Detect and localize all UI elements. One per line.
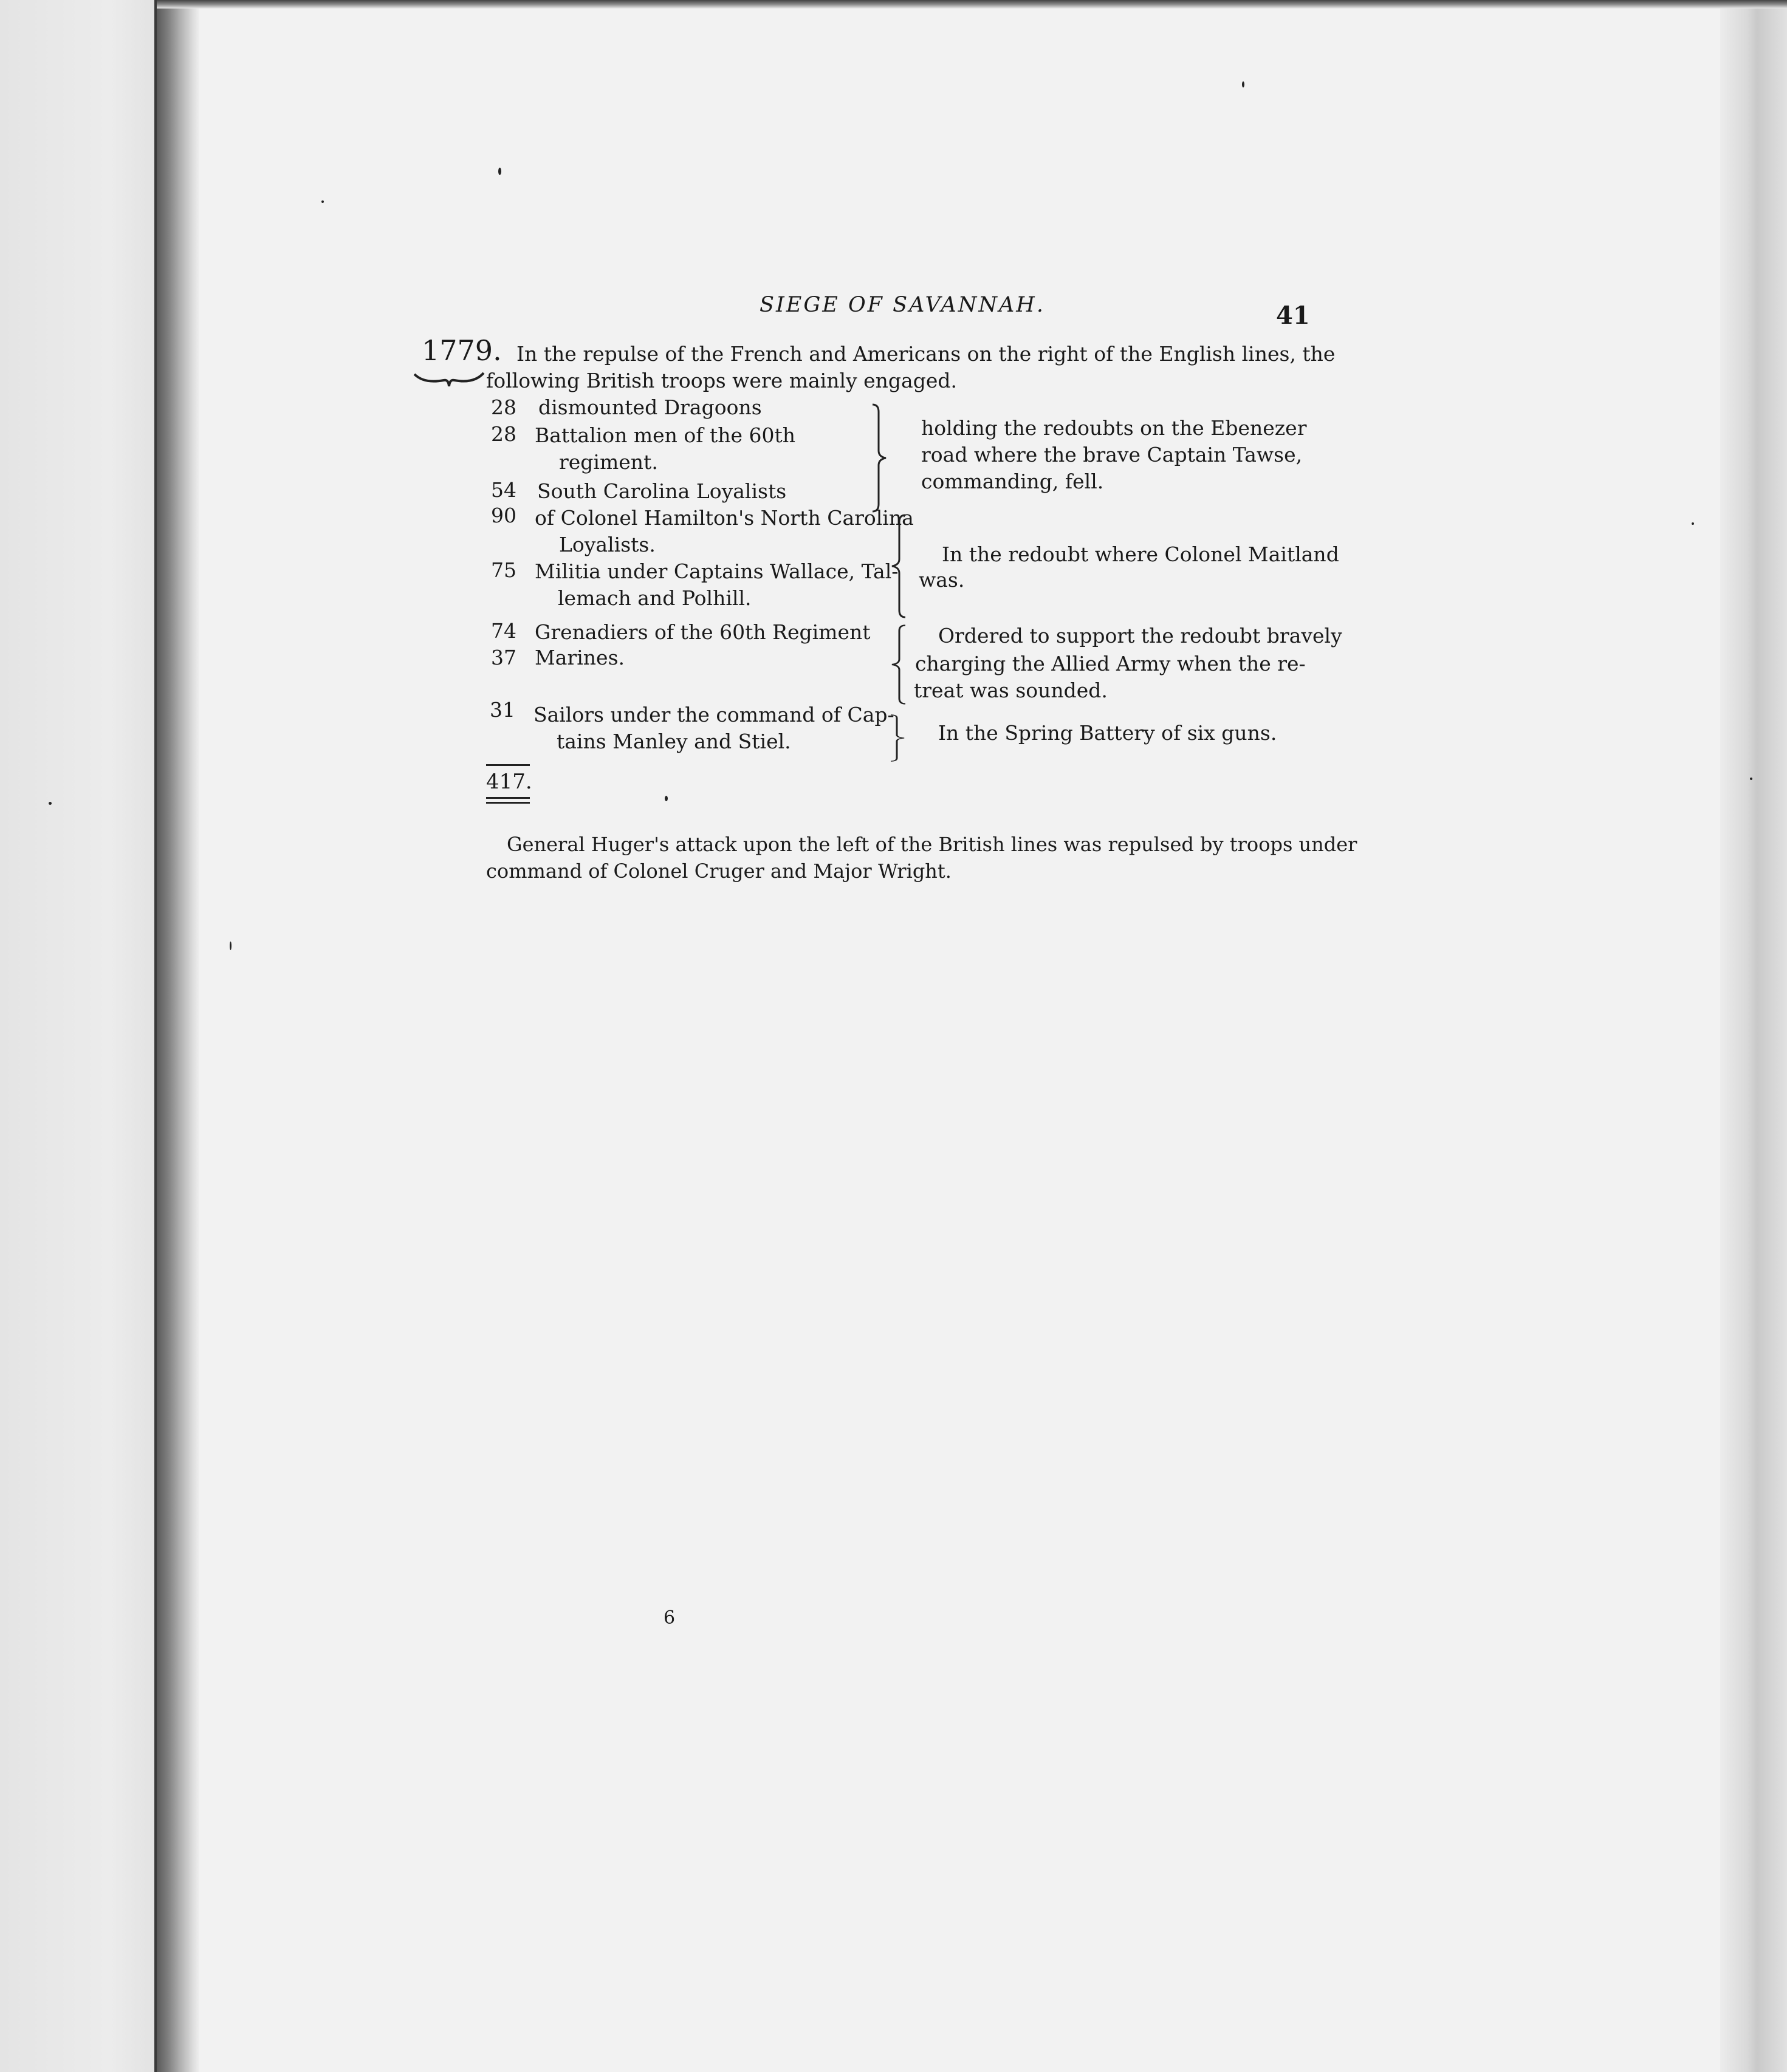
group-brace [890, 514, 908, 618]
troop-description: Battalion men of the 60th [535, 423, 796, 447]
troop-description: Militia under Captains Wallace, Tal- [535, 559, 899, 583]
right-page-edge [1720, 0, 1787, 2072]
scan-speck [230, 942, 232, 950]
group-note: treat was sounded. [914, 679, 1108, 702]
total-rule-bottom [486, 797, 530, 799]
group-brace [890, 624, 908, 705]
group-note: was. [919, 568, 965, 592]
total-rule-top [486, 764, 530, 766]
binding-shadow [157, 0, 199, 2072]
year-marker: 1779. [422, 334, 502, 367]
troop-count: 31 [490, 698, 515, 722]
group-note: In the Spring Battery of six guns. [938, 721, 1277, 745]
running-title: SIEGE OF SAVANNAH. [760, 293, 1045, 317]
intro-line-2: following British troops were mainly engaged. [486, 369, 958, 392]
troop-description-continued: regiment. [559, 450, 658, 474]
troop-count: 75 [491, 558, 516, 582]
troop-total: 417. [486, 770, 532, 794]
page-number: 41 [1276, 301, 1310, 330]
troop-description-continued: Loyalists. [559, 533, 656, 556]
scan-speck [1242, 81, 1244, 87]
group-brace [888, 714, 907, 762]
troop-count: 28 [491, 422, 516, 446]
troop-description: of Colonel Hamilton's North Carolina [535, 506, 914, 530]
troop-description: Marines. [535, 646, 625, 669]
troop-count: 90 [491, 504, 516, 527]
group-note: commanding, fell. [921, 470, 1104, 493]
group-note: In the redoubt where Colonel Maitland [942, 542, 1339, 566]
closing-line-2: command of Colonel Cruger and Major Wright. [486, 860, 952, 883]
troop-count: 28 [491, 395, 516, 419]
group-note: Ordered to support the redoubt bravely [938, 624, 1342, 648]
troop-count: 74 [491, 619, 516, 643]
troop-description-continued: tains Manley and Stiel. [557, 730, 791, 753]
group-note: road where the brave Captain Tawse, [921, 443, 1303, 467]
left-page-margin [0, 0, 157, 2072]
troop-description: dismounted Dragoons [538, 395, 762, 419]
troop-description-continued: lemach and Polhill. [558, 586, 752, 610]
scan-speck [498, 168, 501, 175]
troop-description: Grenadiers of the 60th Regiment [535, 620, 871, 644]
intro-line-1: In the repulse of the French and Americans on the right of the English lines, the [516, 342, 1336, 366]
scan-speck [321, 200, 324, 203]
group-note: holding the redoubts on the Ebenezer [921, 416, 1307, 440]
troop-description: South Carolina Loyalists [537, 479, 787, 503]
group-brace [870, 403, 888, 513]
year-brace-ornament [413, 369, 485, 388]
total-rule-bottom [486, 802, 530, 804]
group-note: charging the Allied Army when the re- [915, 652, 1306, 675]
troop-count: 54 [491, 478, 516, 502]
scan-speck [1750, 778, 1752, 780]
scan-speck [665, 796, 668, 801]
scan-speck [49, 802, 52, 805]
closing-line-1: General Huger's attack upon the left of the British lines was repulsed by troops under [507, 833, 1357, 856]
top-edge-shadow [157, 0, 1787, 9]
scan-speck [1692, 522, 1694, 525]
signature-mark: 6 [664, 1607, 676, 1629]
troop-description: Sailors under the command of Cap- [533, 703, 894, 727]
troop-count: 37 [491, 646, 516, 669]
